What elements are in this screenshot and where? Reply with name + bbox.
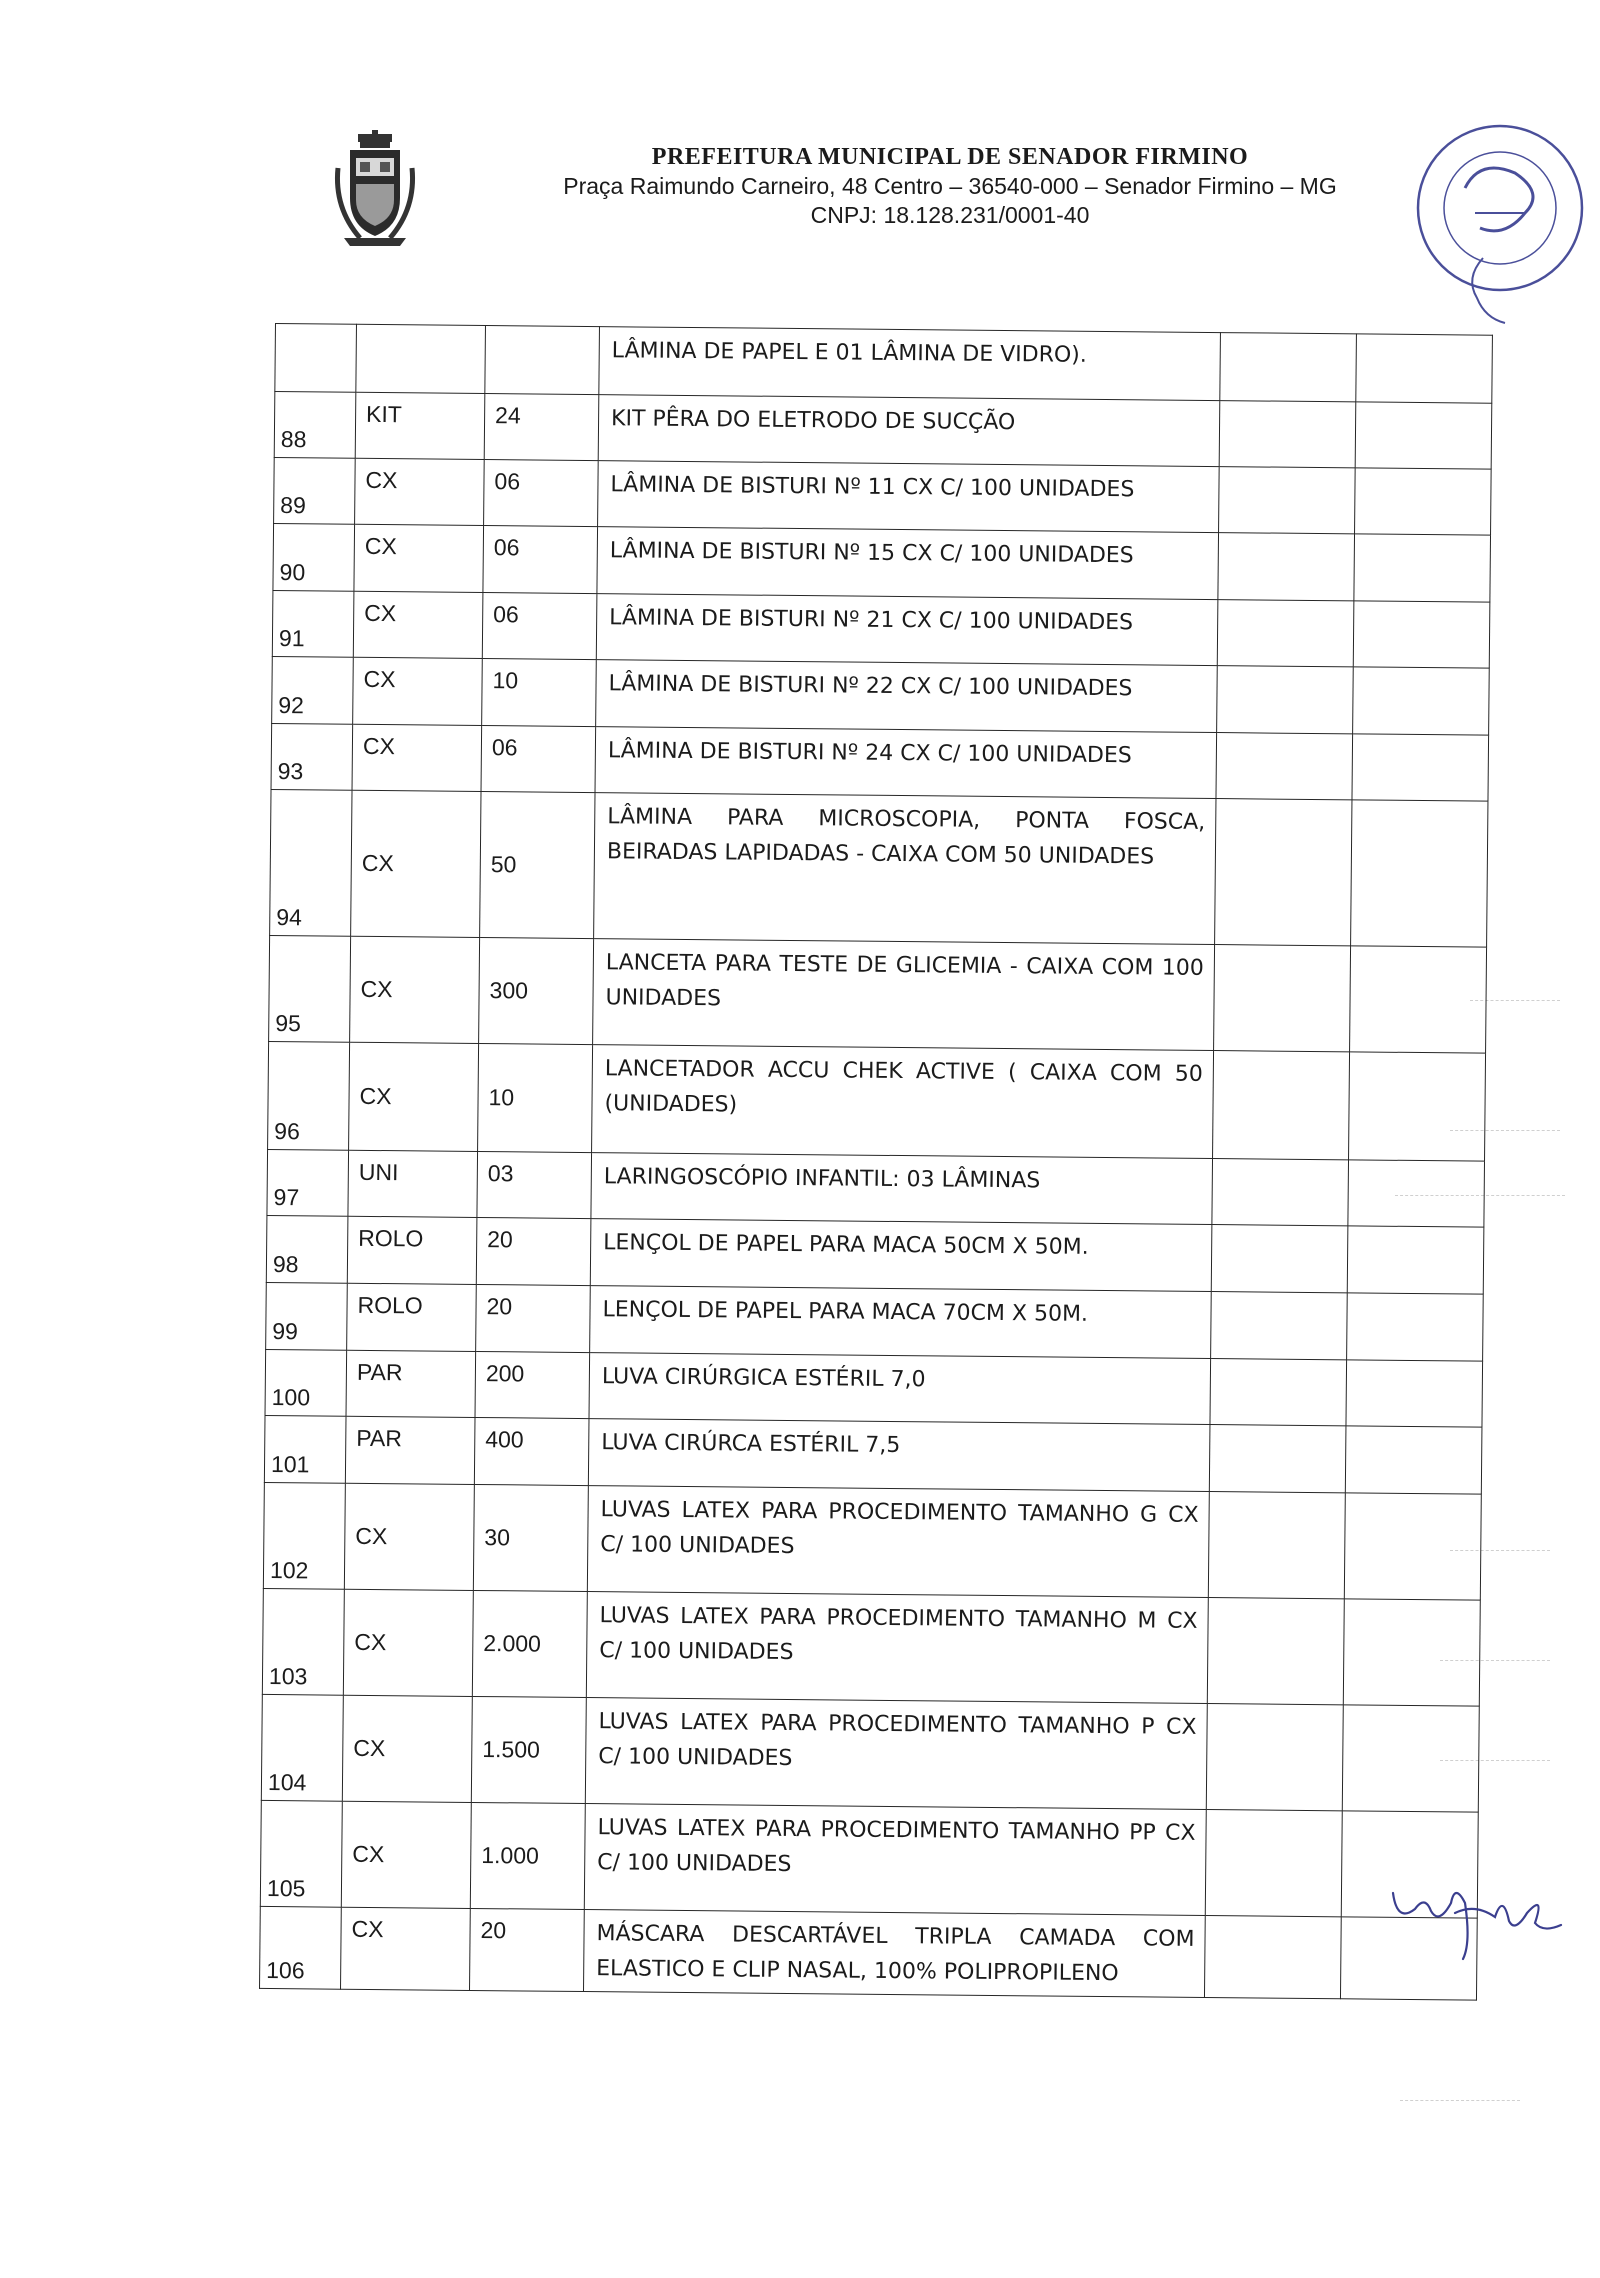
empty-cell [1346,1360,1483,1427]
item-unit: CX [341,1907,471,1990]
table-row [266,1215,1484,1294]
empty-cell [1356,334,1493,403]
item-quantity: 50 [480,791,595,938]
table-row [266,1282,1484,1361]
item-quantity: 400 [474,1417,589,1485]
item-quantity: 06 [482,593,597,660]
item-unit: PAR [346,1350,476,1417]
table-row [261,1694,1479,1812]
item-number: 101 [264,1415,346,1483]
empty-cell [1350,946,1487,1053]
item-description: LUVA CIRÚRCA ESTÉRIL 7,5 [588,1419,1210,1492]
empty-cell [1215,799,1352,946]
item-number: 99 [266,1282,348,1350]
item-description: LUVAS LATEX PARA PROCEDIMENTO TAMANHO G CX C/ 100 UNIDADES [587,1486,1209,1598]
item-number: 93 [271,723,353,790]
table-row [272,590,1490,668]
item-quantity: 24 [484,394,599,461]
coat-of-arms-icon [330,128,420,248]
item-description: LÂMINA DE BISTURI Nº 24 CX C/ 100 UNIDADES [595,727,1217,799]
item-description: LÂMINA PARA MICROSCOPIA, PONTA FOSCA, BEIRADAS LAPIDADAS - CAIXA COM 50 UNIDADES [594,793,1216,945]
table-row [262,1588,1480,1706]
empty-cell [1211,1225,1348,1293]
item-number: 103 [262,1588,344,1695]
table-row [274,457,1492,535]
empty-cell [1355,468,1492,535]
empty-cell [1351,800,1488,947]
item-number: 91 [272,590,354,657]
empty-cell [1209,1425,1346,1493]
item-description: LARINGOSCÓPIO INFANTIL: 03 LÂMINAS [591,1153,1213,1225]
empty-cell [1352,734,1489,801]
item-quantity: 06 [484,460,599,527]
item-unit: CX [353,591,483,658]
table-row [264,1415,1482,1494]
item-description: LUVAS LATEX PARA PROCEDIMENTO TAMANHO P CX C/ 100 UNIDADES [585,1698,1207,1810]
item-description: LÂMINA DE BISTURI Nº 11 CX C/ 100 UNIDADES [598,461,1220,533]
empty-cell [1343,1599,1480,1706]
item-quantity: 10 [482,659,597,727]
item-description: LUVA CIRÚRGICA ESTÉRIL 7,0 [589,1353,1211,1425]
empty-cell [1214,945,1351,1052]
empty-cell [1206,1704,1343,1811]
empty-cell [1208,1492,1345,1599]
signature-icon [1385,1873,1565,1963]
item-unit: ROLO [347,1216,477,1284]
item-number: 100 [265,1349,347,1416]
item-quantity: 30 [473,1484,588,1591]
table-row [265,1349,1483,1427]
table-row [275,324,1493,404]
item-quantity: 1.500 [471,1696,586,1803]
table-row [263,1482,1481,1600]
empty-cell [1219,467,1356,534]
empty-cell [1353,601,1490,668]
item-description: LANCETA PARA TESTE DE GLICEMIA - CAIXA COM 100 UNIDADES [593,939,1215,1051]
item-unit [356,324,486,393]
item-number: 106 [260,1906,342,1989]
empty-cell [1210,1359,1347,1426]
item-unit: CX [342,1695,472,1802]
table-row [260,1800,1478,1918]
item-unit: CX [355,458,485,525]
stamp-seal-icon [1405,118,1595,348]
table-row [268,1041,1486,1161]
item-quantity: 06 [481,726,596,793]
item-unit: UNI [348,1150,478,1217]
item-number: 96 [268,1041,350,1150]
empty-cell [1355,402,1492,469]
item-unit: CX [341,1801,471,1908]
empty-cell [1213,1051,1350,1160]
item-description: LÂMINA DE BISTURI Nº 22 CX C/ 100 UNIDADES [596,660,1218,733]
handwritten-signature [1385,1855,1565,1945]
empty-cell [1216,733,1353,800]
empty-cell [1205,1810,1342,1917]
empty-cell [1207,1598,1344,1705]
item-unit: CX [351,790,481,937]
item-number [275,324,357,393]
table-row [274,392,1492,470]
table-row [273,523,1491,602]
item-number: 92 [272,656,354,724]
item-unit: CX [350,936,480,1043]
empty-cell [1347,1226,1484,1294]
item-description: LÂMINA DE BISTURI Nº 15 CX C/ 100 UNIDADES [597,527,1219,600]
table-row [267,1149,1485,1227]
item-number: 95 [269,935,351,1042]
item-number: 90 [273,523,355,591]
table-row [270,789,1488,947]
empty-cell [1342,1705,1479,1812]
item-unit: CX [349,1042,479,1151]
empty-cell [1354,534,1491,602]
empty-cell [1347,1293,1484,1361]
table-row [271,723,1489,801]
item-number: 105 [260,1800,342,1907]
item-description: LUVAS LATEX PARA PROCEDIMENTO TAMANHO PP CX C/ 100 UNIDADES [584,1804,1206,1916]
empty-cell [1211,1292,1348,1360]
item-description: LÂMINA DE PAPEL E 01 LÂMINA DE VIDRO). [599,327,1221,401]
table-row [269,935,1487,1053]
item-quantity [485,326,600,395]
item-description: MÁSCARA DESCARTÁVEL TRIPLA CAMADA COM ELASTICO E CLIP NASAL, 100% POLIPROPILENO [583,1910,1205,1998]
item-number: 102 [263,1482,345,1589]
item-quantity: 200 [475,1351,590,1418]
item-unit: CX [353,657,483,725]
item-quantity: 20 [476,1217,591,1285]
item-description: LUVAS LATEX PARA PROCEDIMENTO TAMANHO M CX C/ 100 UNIDADES [586,1592,1208,1704]
item-number: 97 [267,1149,349,1216]
item-number: 89 [274,457,356,524]
municipality-address: Praça Raimundo Carneiro, 48 Centro – 36540-000 – Senador Firmino – MG [563,173,1337,199]
empty-cell [1219,401,1356,468]
table-row [272,656,1490,735]
item-unit: ROLO [347,1283,477,1351]
item-unit: KIT [355,392,485,459]
empty-cell [1349,1052,1486,1161]
item-quantity: 300 [479,937,594,1044]
item-quantity: 10 [478,1043,593,1152]
item-unit: CX [344,1483,474,1590]
item-description: LENÇOL DE PAPEL PARA MACA 70CM X 50M. [590,1286,1212,1359]
empty-cell [1217,600,1354,667]
item-quantity: 20 [476,1284,591,1352]
item-quantity: 20 [470,1908,585,1991]
empty-cell [1345,1426,1482,1494]
item-unit: CX [354,524,484,592]
empty-cell [1204,1916,1341,1999]
item-description: LÂMINA DE BISTURI Nº 21 CX C/ 100 UNIDADES [596,594,1218,666]
item-unit: CX [343,1589,473,1696]
empty-cell [1348,1160,1485,1227]
item-description: KIT PÊRA DO ELETRODO DE SUCÇÃO [598,395,1220,467]
empty-cell [1344,1493,1481,1600]
municipality-title: PREFEITURA MUNICIPAL DE SENADOR FIRMINO [651,144,1249,170]
item-unit: PAR [345,1416,475,1484]
item-unit: CX [352,724,482,791]
item-number: 104 [261,1694,343,1801]
item-quantity: 06 [483,526,598,594]
items-table [259,323,1493,2001]
item-number: 88 [274,392,356,459]
table-row [260,1906,1478,2000]
item-description: LENÇOL DE PAPEL PARA MACA 50CM X 50M. [590,1219,1212,1292]
item-quantity: 03 [477,1151,592,1218]
faint-mark [1400,2100,1520,2101]
empty-cell [1212,1159,1349,1226]
municipality-cnpj: CNPJ: 18.128.231/0001-40 [810,202,1090,228]
item-number: 94 [270,789,352,936]
commission-stamp [1405,100,1595,330]
item-quantity: 1.000 [470,1802,585,1909]
empty-cell [1218,533,1355,601]
empty-cell [1353,667,1490,735]
item-description: LANCETADOR ACCU CHEK ACTIVE ( CAIXA COM 50 (UNIDADES) [592,1045,1214,1159]
item-quantity: 2.000 [472,1590,587,1697]
empty-cell [1220,333,1357,402]
empty-cell [1217,666,1354,734]
item-number: 98 [266,1215,348,1283]
